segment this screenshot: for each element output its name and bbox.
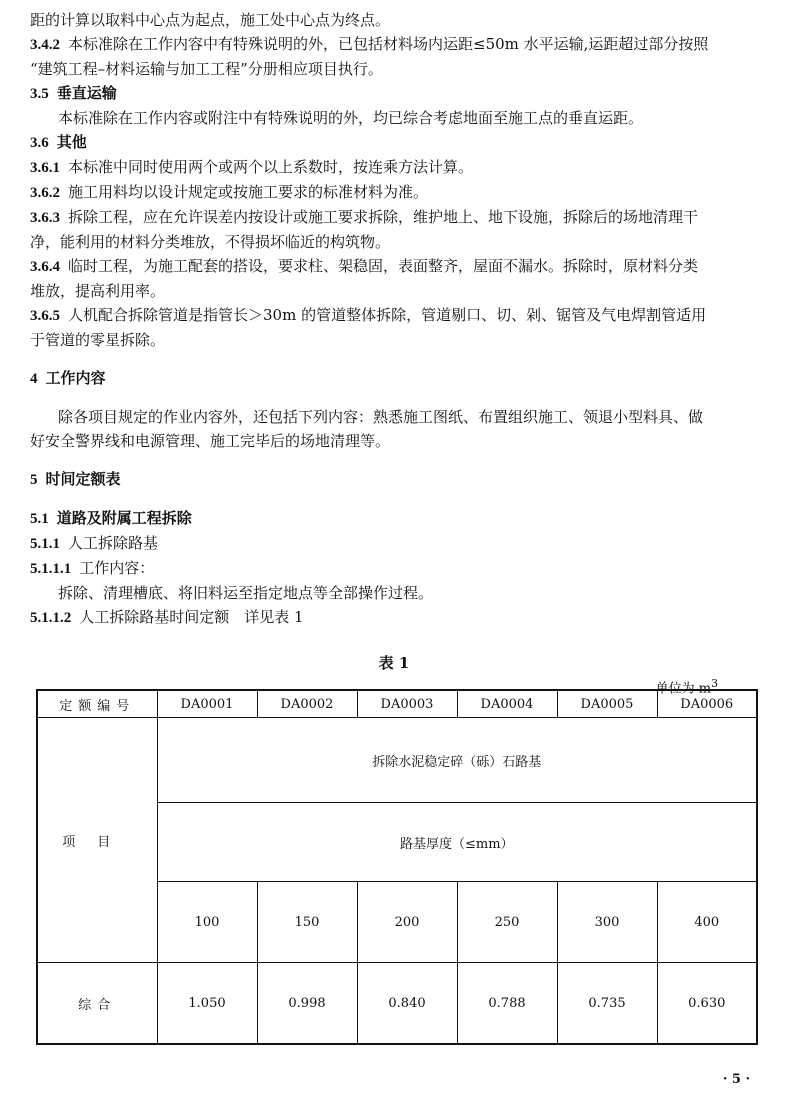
section-title: 垂直运输 — [56, 84, 117, 102]
table-row-totals — [37, 963, 757, 1045]
code-cell: DA0006 — [657, 690, 757, 718]
section-title: 其他 — [56, 133, 87, 151]
clause-3-4-2-continued: “建筑工程–材料运输与加工工程”分册相应项目执行。 — [30, 60, 383, 78]
item-label-cell: 项目 — [37, 718, 157, 963]
paragraph-continued: 好安全警界线和电源管理、施工完毕后的场地清理等。 — [30, 432, 391, 450]
clause-text: 本标准中同时使用两个或两个以上系数时，按连乘方法计算。 — [68, 158, 474, 176]
clause-text: 拆除工程，应在允许误差内按设计或施工要求拆除，维护地上、地下设施，拆除后的场地清理干 — [68, 208, 699, 226]
total-cell: 0.998 — [257, 963, 357, 1045]
clause-3-6-5 — [30, 303, 758, 328]
clause-3-6-4 — [30, 254, 758, 279]
paragraph: 除各项目规定的作业内容外，还包括下列内容：熟悉施工图纸、布置组织施工、领退小型料具、做 — [58, 408, 704, 426]
section-number: 5.1 — [30, 511, 49, 527]
section-title: 工作内容： — [79, 559, 155, 577]
total-cell: 0.630 — [657, 963, 757, 1045]
section-title: 人工拆除路基 — [68, 534, 159, 552]
item-description-cell: 拆除水泥稳定碎（砾）石路基 — [157, 718, 757, 803]
section-number: 5 — [30, 472, 38, 488]
section-number: 5.1.1.2 — [30, 610, 72, 626]
clause-text: 施工用料均以设计规定或按施工要求的标准材料为准。 — [68, 183, 429, 201]
code-cell: DA0002 — [257, 690, 357, 718]
clause-3-6-4-continued: 堆放，提高利用率。 — [30, 282, 166, 300]
clause-number: 3.6.5 — [30, 308, 60, 324]
clause-3-6-5-continued: 于管道的零星拆除。 — [30, 331, 166, 349]
section-number: 4 — [30, 371, 38, 387]
clause-3-6-3-continued: 净，能利用的材料分类堆放，不得损坏临近的构筑物。 — [30, 233, 391, 251]
section-title: 道路及附属工程拆除 — [56, 509, 192, 527]
clause-number: 3.6.1 — [30, 160, 60, 176]
clause-3-4-2 — [30, 32, 758, 57]
section-5-heading — [30, 467, 758, 492]
thickness-cell: 400 — [657, 882, 757, 963]
clause-3-6-3 — [30, 205, 758, 230]
total-cell: 0.788 — [457, 963, 557, 1045]
clause-number: 3.4.2 — [30, 37, 60, 53]
quota-table — [36, 689, 758, 1045]
section-3-5-heading — [30, 81, 758, 106]
clause-text: 本标准除在工作内容中有特殊说明的外，已包括材料场内运距≤50m 水平运输,运距超过部分按照 — [68, 35, 709, 53]
total-cell: 0.735 — [557, 963, 657, 1045]
section-5-1-heading — [30, 506, 758, 531]
table-header-row — [37, 690, 757, 718]
total-cell: 1.050 — [157, 963, 257, 1045]
table-row-item-description — [37, 718, 757, 803]
clause-3-6-1 — [30, 155, 758, 180]
section-text: 人工拆除路基时间定额 详见表 1 — [79, 608, 304, 626]
clause-3-6-2 — [30, 180, 758, 205]
section-3-6-heading — [30, 130, 758, 155]
thickness-cell: 300 — [557, 882, 657, 963]
paragraph: 拆除、清理槽底、将旧料运至指定地点等全部操作过程。 — [58, 584, 434, 602]
clause-number: 3.6.3 — [30, 210, 60, 226]
section-number: 3.6 — [30, 135, 49, 151]
clause-number: 3.6.2 — [30, 185, 60, 201]
clause-text: 临时工程，为施工配套的搭设，要求柱、架稳固，表面整齐，屋面不漏水。拆除时，原材料分类 — [68, 257, 699, 275]
code-header-cell: 定额编号 — [37, 690, 157, 718]
code-cell: DA0005 — [557, 690, 657, 718]
section-number: 5.1.1.1 — [30, 561, 72, 577]
section-5-1-1-1-heading — [30, 556, 758, 581]
thickness-cell: 200 — [357, 882, 457, 963]
paragraph: 本标准除在工作内容或附注中有特殊说明的外，均已综合考虑地面至施工点的垂直运距。 — [58, 109, 644, 127]
section-4-heading — [30, 366, 758, 391]
section-title: 时间定额表 — [45, 470, 121, 488]
page-number: · 5 · — [722, 1072, 750, 1087]
clause-text: 人机配合拆除管道是指管长＞30m 的管道整体拆除，管道剔口、切、剁、锯管及气电焊割管适用 — [68, 306, 707, 324]
thickness-cell: 100 — [157, 882, 257, 963]
code-cell: DA0004 — [457, 690, 557, 718]
thickness-cell: 150 — [257, 882, 357, 963]
document-body — [30, 8, 758, 700]
unit-label: 单位为 m — [655, 681, 712, 697]
total-cell: 0.840 — [357, 963, 457, 1045]
unit-superscript: 3 — [711, 677, 718, 690]
code-cell: DA0003 — [357, 690, 457, 718]
paragraph: 距的计算以取料中心点为起点，施工处中心点为终点。 — [30, 11, 391, 29]
section-5-1-1-heading — [30, 531, 758, 556]
table-caption: 表 1 — [378, 654, 410, 672]
section-number: 5.1.1 — [30, 536, 60, 552]
thickness-cell: 250 — [457, 882, 557, 963]
clause-number: 3.6.4 — [30, 259, 60, 275]
section-5-1-1-2-heading — [30, 605, 758, 630]
total-label-cell: 综合 — [37, 963, 157, 1045]
thickness-label-cell: 路基厚度（≤mm） — [157, 803, 757, 882]
section-title: 工作内容 — [45, 369, 106, 387]
code-cell: DA0001 — [157, 690, 257, 718]
section-number: 3.5 — [30, 86, 49, 102]
